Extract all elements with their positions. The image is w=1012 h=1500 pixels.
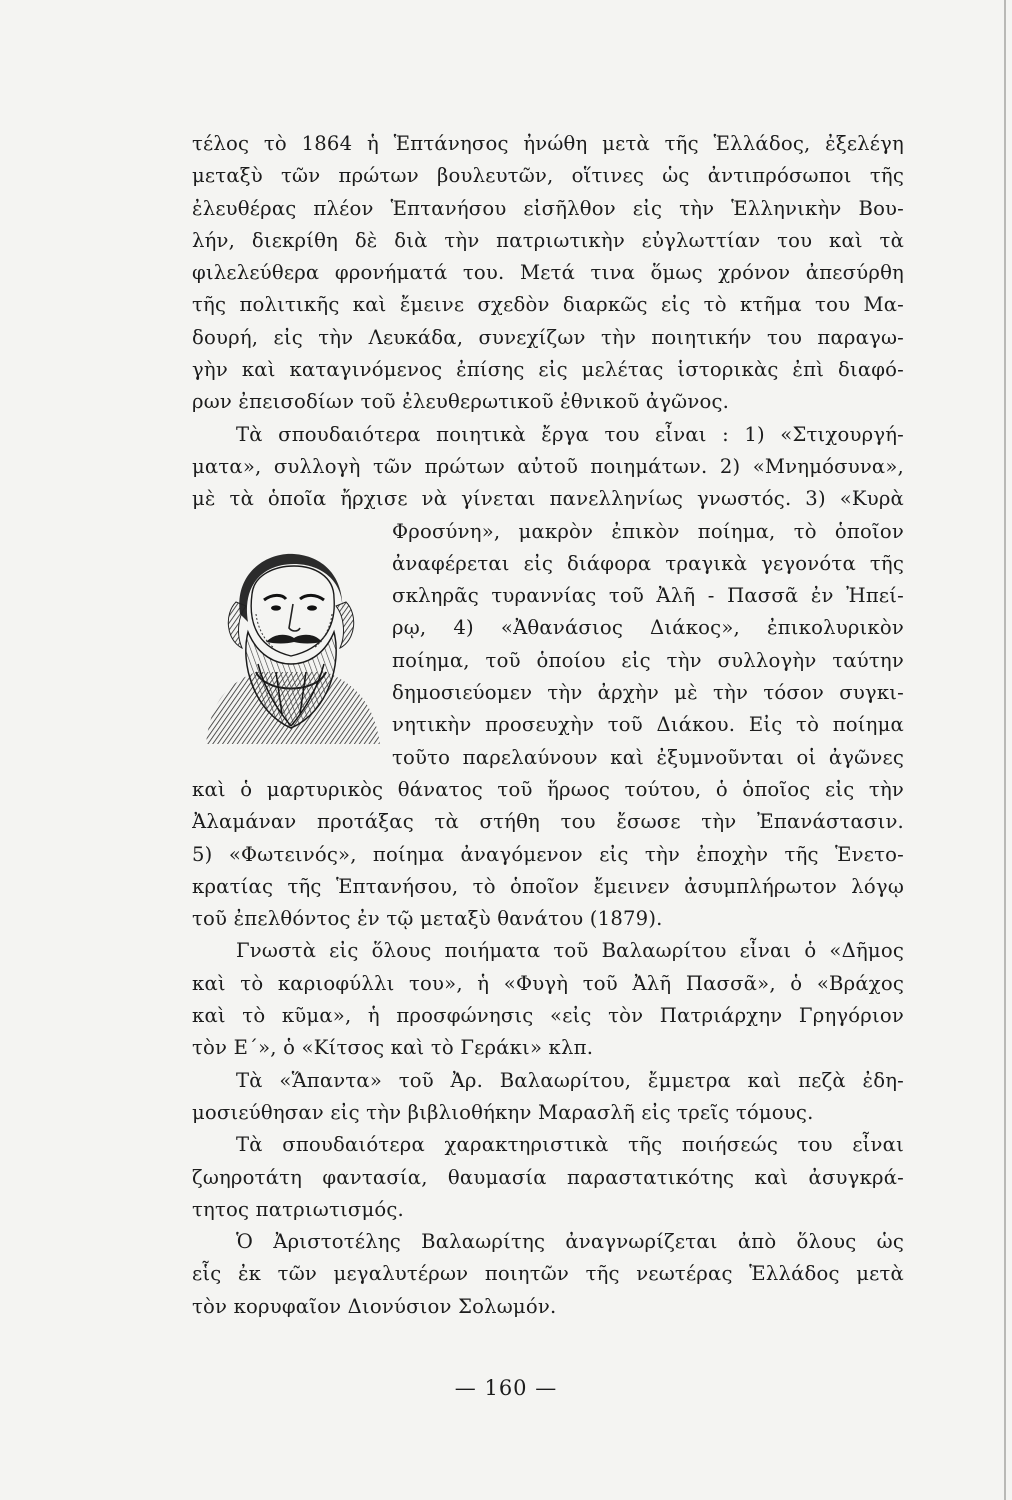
text-line: νητικὴν προσευχὴν τοῦ Διάκου. Εἰς τὸ ποίημα: [392, 713, 904, 737]
text-line: λήν, διεκρίθη δὲ διὰ τὴν πατριωτικὴν εὐγλωττίαν του καὶ τὰ: [192, 228, 904, 252]
text-line: τοῦ ἐπελθόντος ἐν τῷ μεταξὺ θανάτου (1879).: [192, 907, 663, 931]
text-line: ρῳ, 4) «Ἀθανάσιος Διάκος», ἐπικολυρικὸν: [392, 616, 904, 640]
text-line: Φροσύνη», μακρὸν ἐπικὸν ποίημα, τὸ ὁποῖον: [392, 519, 904, 543]
text-line: Ἀλαμάναν προτάξας τὰ στήθη του ἔσωσε τὴν Ἐπανάστασιν.: [192, 810, 904, 834]
text-line: καὶ τὸ κῦμα», ἡ προσφώνησις «εἰς τὸν Πατριάρχην Γρηγόριον: [192, 1004, 904, 1028]
text-line: Τὰ σπουδαιότερα χαρακτηριστικὰ τῆς ποιήσεώς του εἶναι: [236, 1133, 904, 1157]
text-line: ἀναφέρεται εἰς διάφορα τραγικὰ γεγονότα τῆς: [392, 551, 904, 575]
text-line: ἐλευθέρας πλέον Ἑπτανήσου εἰσῆλθον εἰς τὴν Ἑλληνικὴν Βου-: [192, 196, 904, 220]
text-line: ματα», συλλογὴ τῶν πρώτων αὐτοῦ ποιημάτων. 2) «Μνημόσυνα»,: [192, 454, 904, 478]
text-line: καὶ ὁ μαρτυρικὸς θάνατος τοῦ ἥρωος τούτου, ὁ ὁποῖος εἰς τὴν: [192, 777, 904, 801]
text-line: τὸν κορυφαῖον Διονύσιον Σολωμόν.: [192, 1294, 557, 1318]
text-line: καὶ τὸ καριοφύλλι του», ἡ «Φυγὴ τοῦ Ἀλῆ Πασσᾶ», ὁ «Βράχος: [192, 971, 904, 995]
text-line: τέλος τὸ 1864 ἡ Ἑπτάνησος ἠνώθη μετὰ τῆς Ἑλλάδος, ἐξελέγη: [192, 132, 904, 155]
text-line: μεταξὺ τῶν πρώτων βουλευτῶν, οἵτινες ὡς ἀντιπρόσωποι τῆς: [192, 164, 904, 188]
text-line: τῆς πολιτικῆς καὶ ἔμεινε σχεδὸν διαρκῶς εἰς τὸ κτῆμα του Μα-: [192, 293, 904, 317]
text-line: Τὰ σπουδαιότερα ποιητικὰ ἔργα του εἶναι : 1) «Στιχουργή-: [236, 422, 904, 446]
text-line: κρατίας τῆς Ἑπτανήσου, τὸ ὁποῖον ἔμεινεν ἀσυμπλήρωτον λόγῳ: [192, 874, 904, 898]
page-number: — 160 —: [454, 1376, 558, 1400]
text-line: ποίημα, τοῦ ὁποίου εἰς τὴν συλλογὴν ταύτην: [392, 648, 904, 672]
text-line: Ὁ Ἀριστοτέλης Βαλαωρίτης ἀναγνωρίζεται ἀπὸ ὅλους ὡς: [236, 1230, 904, 1254]
text-line: εἷς ἐκ τῶν μεγαλυτέρων ποιητῶν τῆς νεωτέρας Ἑλλάδος μετὰ: [192, 1262, 904, 1286]
text-line: ρων ἐπεισοδίων τοῦ ἐλευθερωτικοῦ ἐθνικοῦ ἀγῶνος.: [192, 390, 730, 414]
text-line: 5) «Φωτεινός», ποίημα ἀναγόμενον εἰς τὴν ἐποχὴν τῆς Ἑνετο-: [192, 842, 904, 866]
text-line: μοσιεύθησαν εἰς τὴν βιβλιοθήκην Μαρασλῆ εἰς τρεῖς τόμους.: [192, 1100, 814, 1124]
text-line: δουρή, εἰς τὴν Λευκάδα, συνεχίζων τὴν ποιητικήν του παραγω-: [192, 325, 904, 349]
text-line: μὲ τὰ ὁποῖα ἤρχισε νὰ γίνεται πανελληνίως γνωστός. 3) «Κυρὰ: [192, 487, 904, 511]
text-line: τὸν Ε΄», ὁ «Κίτσος καὶ τὸ Γεράκι» κλπ.: [192, 1036, 594, 1060]
scan-edge-line: [1004, 0, 1006, 1500]
text-wrap-beside-portrait: [392, 516, 904, 774]
body-text: [192, 128, 904, 1323]
text-line: ζωηροτάτη φαντασία, θαυμασία παραστατικότης καὶ ἀσυγκρά-: [192, 1165, 904, 1189]
text-line: δημοσιεύομεν τὴν ἀρχὴν μὲ τὴν τόσον συγκι-: [392, 681, 904, 705]
text-line: γὴν καὶ καταγινόμενος ἐπίσης εἰς μελέτας ἱστορικὰς ἐπὶ διαφό-: [192, 358, 904, 382]
text-line: σκληρᾶς τυραννίας τοῦ Ἀλῆ - Πασσᾶ ἐν Ἠπεί-: [392, 584, 904, 608]
text-line: Τὰ «Ἅπαντα» τοῦ Ἀρ. Βαλαωρίτου, ἔμμετρα καὶ πεζὰ ἐδη-: [236, 1068, 904, 1092]
text-line: Γνωστὰ εἰς ὅλους ποιήματα τοῦ Βαλαωρίτου εἶναι ὁ «Δῆμος: [236, 939, 904, 963]
text-line: φιλελεύθερα φρονήματά του. Μετά τινα ὅμως χρόνον ἀπεσύρθη: [192, 261, 904, 285]
text-line: τοῦτο παρελαύνουν καὶ ἐξυμνοῦνται οἱ ἀγῶνες: [392, 745, 904, 769]
text-line: τητος πατριωτισμός.: [192, 1197, 404, 1221]
